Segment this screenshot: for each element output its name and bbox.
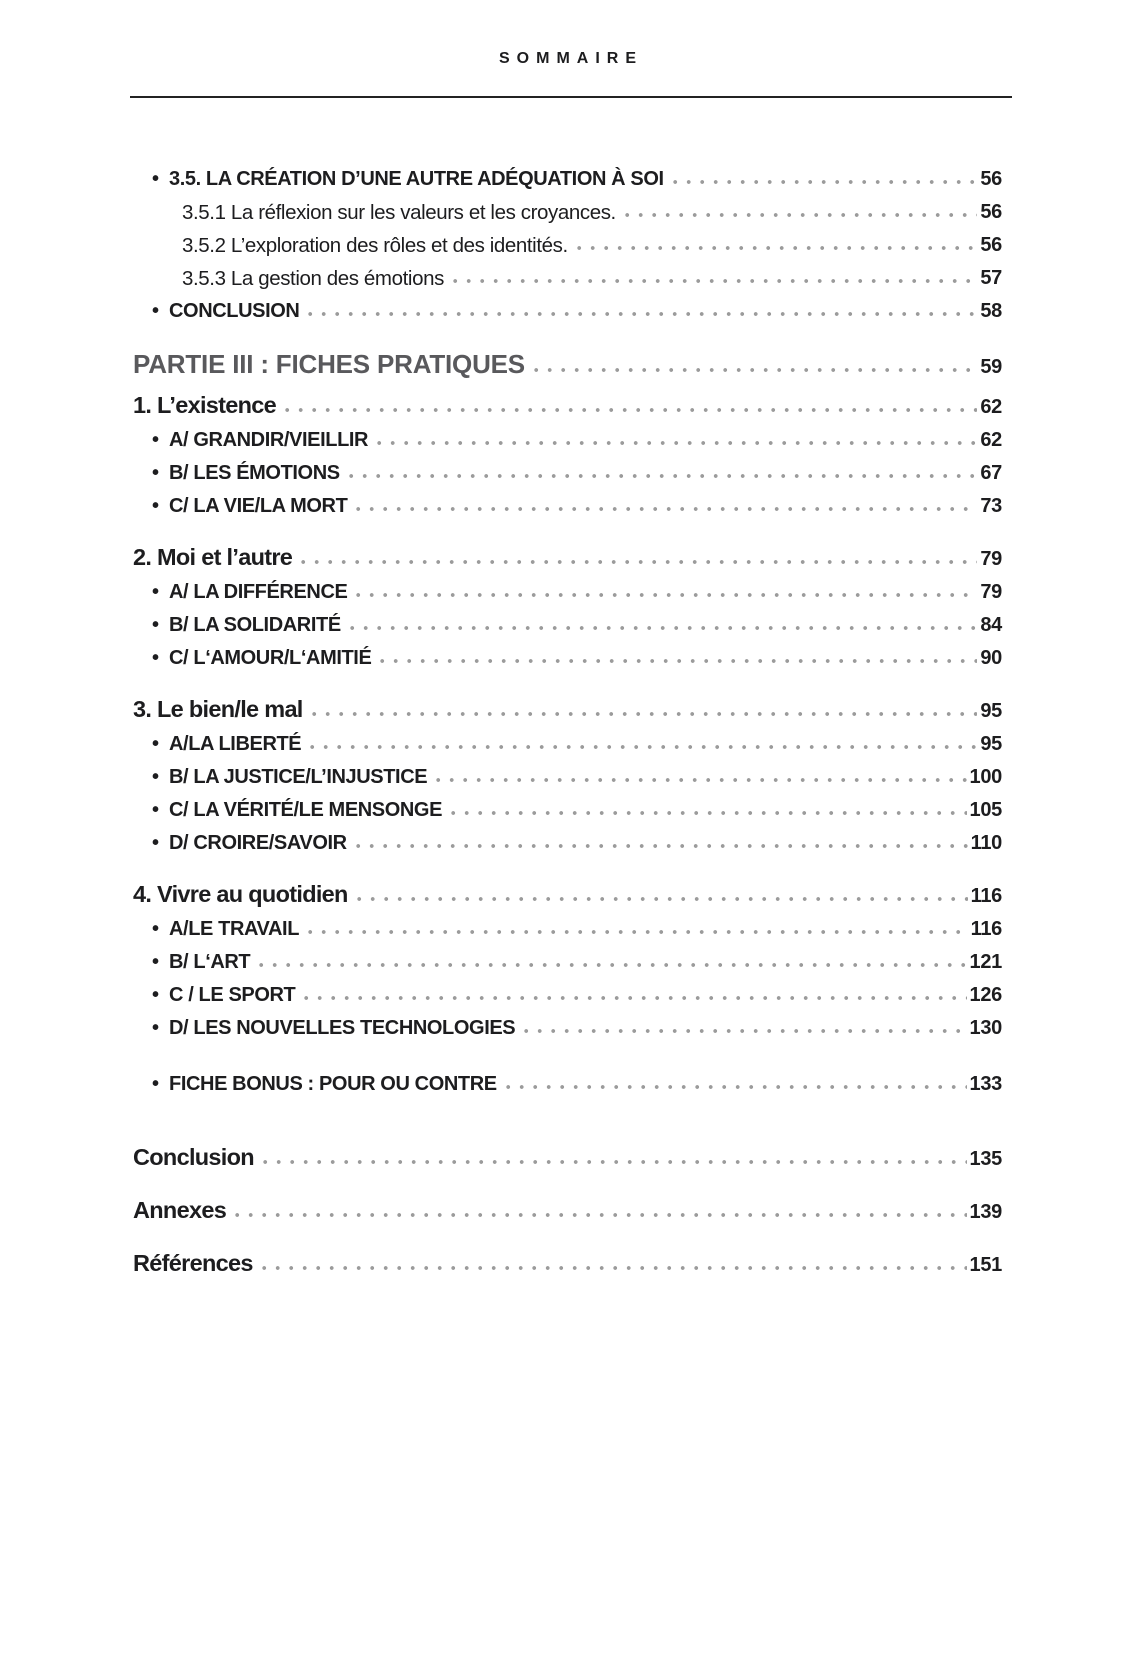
- dot-leader: [312, 708, 978, 720]
- toc-entry: [133, 168, 1002, 191]
- toc-entry-label: CONCLUSION: [169, 300, 300, 322]
- toc-entry-page: 79: [980, 581, 1002, 603]
- toc-entry-page: 62: [980, 396, 1002, 418]
- toc-entry: [133, 1197, 1002, 1224]
- toc-entry-label: 3. Le bien/le mal: [133, 696, 303, 722]
- toc-entry-page: 84: [980, 614, 1002, 636]
- bullet-icon: •: [152, 733, 160, 755]
- toc-entry: [133, 696, 1002, 723]
- bullet-icon: •: [152, 918, 160, 940]
- toc-entry: [133, 201, 1002, 224]
- dot-leader: [625, 209, 977, 221]
- dot-leader: [262, 1262, 967, 1274]
- toc-entry-label: Conclusion: [133, 1144, 254, 1170]
- toc-entry-page: 126: [969, 984, 1002, 1006]
- toc-entry-page: 116: [970, 918, 1002, 940]
- toc-entry-page: 110: [970, 832, 1002, 854]
- toc-entry-label: A/LE TRAVAIL: [169, 918, 300, 940]
- dot-leader: [308, 926, 968, 938]
- bullet-icon: •: [152, 951, 160, 973]
- dot-leader: [304, 992, 966, 1004]
- toc-entry-label: 3.5.3 La gestion des émotions: [182, 267, 444, 290]
- toc-entry-page: 57: [980, 267, 1002, 289]
- toc-entry-label: 3.5.2 L’exploration des rôles et des identités.: [182, 234, 568, 257]
- toc-entry-page: 135: [969, 1148, 1002, 1170]
- toc-entry-label: A/ GRANDIR/VIEILLIR: [169, 429, 369, 451]
- toc-entry-label: PARTIE III : FICHES PRATIQUES: [133, 349, 525, 379]
- toc-entry-label: 3.5. LA CRÉATION D’UNE AUTRE ADÉQUATION À SOI: [169, 168, 664, 190]
- dot-leader: [350, 622, 978, 634]
- toc-entry: [133, 799, 1002, 822]
- toc-entry-page: 56: [980, 234, 1002, 256]
- dot-leader: [285, 404, 977, 416]
- toc-entry: [133, 392, 1002, 419]
- dot-leader: [263, 1156, 967, 1168]
- dot-leader: [377, 437, 977, 449]
- toc-entry: [133, 581, 1002, 604]
- bullet-icon: •: [152, 799, 160, 821]
- dot-leader: [349, 470, 978, 482]
- toc-entry: [133, 733, 1002, 756]
- toc-entry-label: A/ LA DIFFÉRENCE: [169, 581, 348, 603]
- toc-entry-label: 2. Moi et l’autre: [133, 544, 293, 570]
- dot-leader: [380, 655, 977, 667]
- toc-entry-label: 4. Vivre au quotidien: [133, 881, 348, 907]
- toc-entry-page: 139: [969, 1201, 1002, 1223]
- toc-entry-label: Annexes: [133, 1197, 227, 1223]
- bullet-icon: •: [152, 766, 160, 788]
- bullet-icon: •: [152, 647, 160, 669]
- toc-entry-label: D/ CROIRE/SAVOIR: [169, 832, 347, 854]
- dot-leader: [235, 1209, 966, 1221]
- toc-entry-page: 62: [980, 429, 1002, 451]
- dot-leader: [310, 741, 977, 753]
- toc-entry: [133, 881, 1002, 908]
- toc-entry-label: A/LA LIBERTÉ: [169, 733, 302, 755]
- toc-entry-label: B/ L‘ART: [169, 951, 251, 973]
- toc-entry-page: 73: [980, 495, 1002, 517]
- bullet-icon: •: [152, 1073, 160, 1095]
- toc-entry-page: 130: [969, 1017, 1002, 1039]
- dot-leader: [436, 774, 966, 786]
- dot-leader: [673, 176, 978, 188]
- toc-entry: [133, 234, 1002, 257]
- toc-entry: [133, 766, 1002, 789]
- toc-entry: [133, 495, 1002, 518]
- toc-entry: [133, 951, 1002, 974]
- bullet-icon: •: [152, 832, 160, 854]
- dot-leader: [534, 364, 977, 376]
- toc-entry: [133, 1144, 1002, 1171]
- bullet-icon: •: [152, 614, 160, 636]
- toc-entry-label: C / LE SPORT: [169, 984, 296, 1006]
- toc-entry-page: 59: [980, 356, 1002, 378]
- toc-entry-label: FICHE BONUS : POUR OU CONTRE: [169, 1073, 497, 1095]
- toc-entry-label: 3.5.1 La réflexion sur les valeurs et les croyances.: [182, 201, 616, 224]
- toc-entry-page: 95: [980, 700, 1002, 722]
- toc-entry: [133, 832, 1002, 855]
- page-title: SOMMAIRE: [499, 50, 643, 67]
- toc-entry-page: 105: [969, 799, 1002, 821]
- toc-entry: [133, 267, 1002, 290]
- header-rule: [130, 96, 1012, 98]
- toc-entry-label: B/ LES ÉMOTIONS: [169, 462, 340, 484]
- dot-leader: [451, 807, 966, 819]
- toc-entry-page: 58: [980, 300, 1002, 322]
- toc-entry-page: 56: [980, 168, 1002, 190]
- toc-entry-page: 56: [980, 201, 1002, 223]
- toc-entry-page: 100: [969, 766, 1002, 788]
- toc-entry-page: 79: [980, 548, 1002, 570]
- dot-leader: [356, 840, 968, 852]
- dot-leader: [453, 275, 977, 287]
- toc-entry-label: B/ LA SOLIDARITÉ: [169, 614, 341, 636]
- toc-entry: [133, 1250, 1002, 1277]
- dot-leader: [301, 556, 977, 568]
- toc-entry-label: D/ LES NOUVELLES TECHNOLOGIES: [169, 1017, 516, 1039]
- toc-entry-page: 151: [969, 1254, 1002, 1276]
- bullet-icon: •: [152, 300, 160, 322]
- toc-entry: [133, 429, 1002, 452]
- toc-entry: [133, 544, 1002, 571]
- toc-entry-label: C/ L‘AMOUR/L‘AMITIÉ: [169, 647, 372, 669]
- bullet-icon: •: [152, 495, 160, 517]
- dot-leader: [308, 308, 977, 320]
- toc-entry-page: 116: [970, 885, 1002, 907]
- bullet-icon: •: [152, 581, 160, 603]
- dot-leader: [357, 893, 968, 905]
- toc-entry-label: Références: [133, 1250, 253, 1276]
- dot-leader: [356, 589, 977, 601]
- dot-leader: [577, 242, 978, 254]
- toc-entry-label: B/ LA JUSTICE/L’INJUSTICE: [169, 766, 428, 788]
- bullet-icon: •: [152, 168, 160, 190]
- toc-entry: [133, 1073, 1002, 1096]
- table-of-contents: [133, 168, 1002, 1277]
- toc-entry-page: 121: [969, 951, 1002, 973]
- toc-entry: [133, 462, 1002, 485]
- toc-entry-page: 133: [969, 1073, 1002, 1095]
- bullet-icon: •: [152, 429, 160, 451]
- toc-entry-label: C/ LA VIE/LA MORT: [169, 495, 348, 517]
- toc-entry: [133, 647, 1002, 670]
- toc-entry: [133, 614, 1002, 637]
- toc-entry-label: C/ LA VÉRITÉ/LE MENSONGE: [169, 799, 443, 821]
- dot-leader: [506, 1081, 967, 1093]
- toc-entry-page: 67: [980, 462, 1002, 484]
- toc-entry: [133, 984, 1002, 1007]
- toc-entry: [133, 918, 1002, 941]
- bullet-icon: •: [152, 984, 160, 1006]
- toc-entry-page: 95: [980, 733, 1002, 755]
- bullet-icon: •: [152, 1017, 160, 1039]
- toc-entry: [133, 1017, 1002, 1040]
- dot-leader: [356, 503, 977, 515]
- dot-leader: [524, 1025, 966, 1037]
- toc-entry: [133, 349, 1002, 379]
- toc-entry: [133, 300, 1002, 323]
- dot-leader: [259, 959, 966, 971]
- toc-entry-label: 1. L’existence: [133, 392, 277, 418]
- toc-entry-page: 90: [980, 647, 1002, 669]
- bullet-icon: •: [152, 462, 160, 484]
